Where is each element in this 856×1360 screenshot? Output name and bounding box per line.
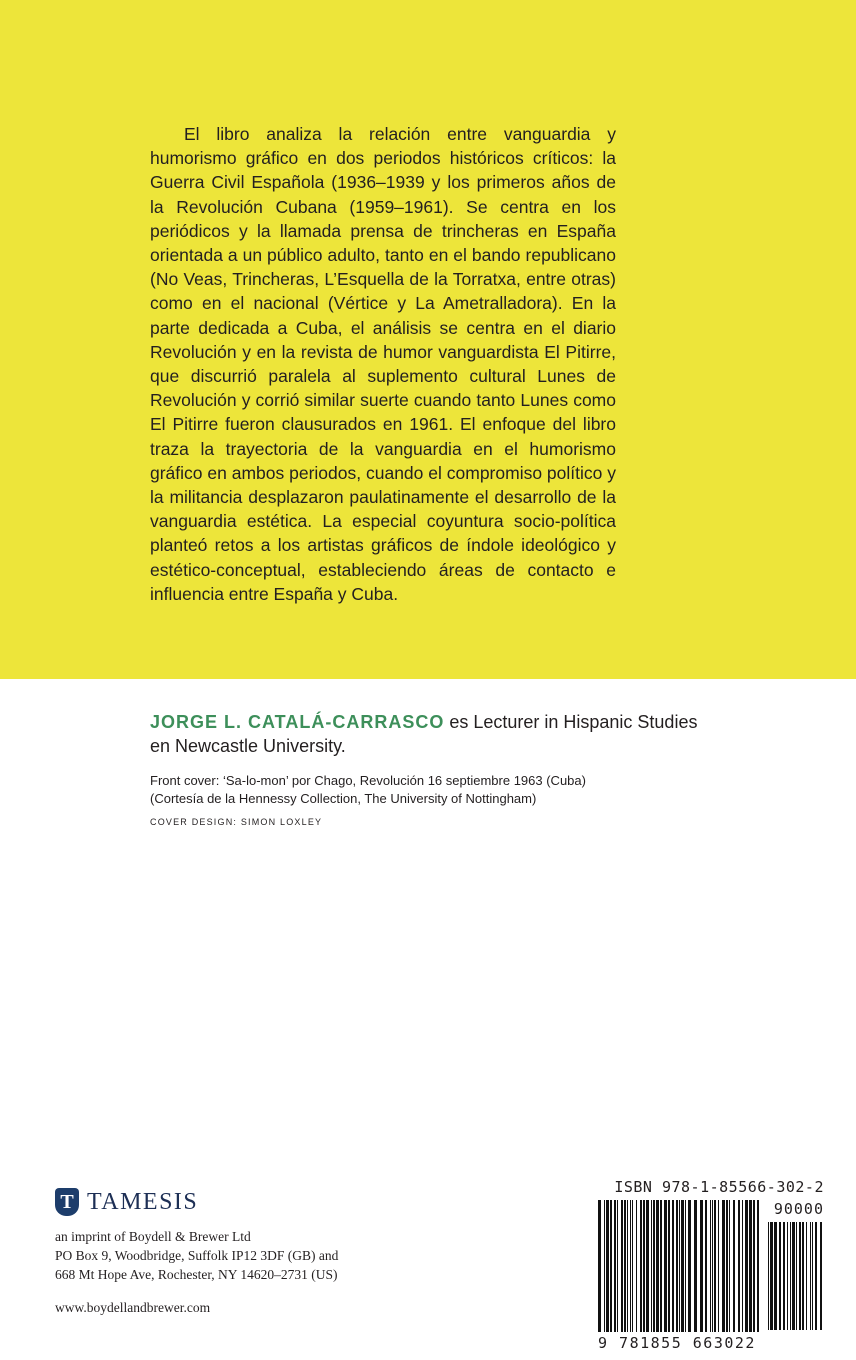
barcode-bar (745, 1200, 748, 1332)
barcode-bar (621, 1200, 623, 1332)
barcode-bar (681, 1200, 684, 1332)
isbn-label: ISBN 978-1-85566-302-2 (614, 1178, 824, 1196)
publisher-website: www.boydellandbrewer.com (55, 1299, 211, 1315)
barcode-bar (722, 1200, 725, 1332)
barcode-bar (802, 1222, 804, 1330)
barcode-bar (617, 1200, 618, 1332)
barcode-bar (753, 1200, 755, 1332)
cover-design-credit: COVER DESIGN: SIMON LOXLEY (150, 817, 323, 827)
barcode-block (598, 1178, 824, 1352)
barcode-bar (757, 1200, 759, 1332)
barcode-bar (606, 1200, 609, 1332)
barcode-bar (640, 1200, 642, 1332)
author-name: JORGE L. CATALÁ-CARRASCO (150, 712, 445, 732)
tamesis-logo-icon: T (55, 1188, 79, 1216)
barcode-bar (632, 1200, 633, 1332)
book-description: El libro analiza la relación entre vanguardia y humorismo gráfico en dos periodos históricos críticos: la Guerra Civil Española (1936–1939 y los primeros años de la Revolución Cubana (1959–1961). Se centra en los periódicos y la llamada prensa de trincheras en España orientada a un público adulto, tanto en el bando republicano (No Veas, Trincheras, L’Esquella de la Torratxa, entre otras) como en el nacional (Vértice y La Ametralladora). En la parte dedicada a Cuba, el análisis se centra en el diario Revolución y en la revista de humor vanguardista El Pitirre, que discurrió paralela al suplemento cultural Lunes de Revolución y corrió similar suerte cuando tanto Lunes como El Pitirre fueron clausurados en 1961. El enfoque del libro traza la trayectoria de la vanguardia en el humorismo gráfico en ambos periodos, cuando el compromiso político y la militancia desplazaron paulatinamente el desarrollo de la vanguardia estética. La especial coyuntura socio-política planteó retos a los artistas gráficos de índole ideológico y estético-conceptual, estableciendo áreas de contacto e influencia entre España y Cuba. (150, 124, 616, 604)
barcode-bar (624, 1200, 626, 1332)
publisher-address-us: 668 Mt Hope Ave, Rochester, NY 14620–2731 (US) (55, 1267, 338, 1283)
barcode-bar (664, 1200, 667, 1332)
barcode-digits: 9 781855 663022 (598, 1334, 756, 1352)
front-cover-credit-line1: Front cover: ‘Sa-lo-mon’ por Chago, Revolución 16 septiembre 1963 (Cuba) (150, 773, 586, 788)
barcode-bar (792, 1222, 795, 1330)
barcode-bar (660, 1200, 662, 1332)
barcode-bar (774, 1222, 777, 1330)
barcode-bar (726, 1200, 728, 1332)
barcode-bar (676, 1200, 678, 1332)
barcode-bar (598, 1200, 601, 1332)
barcode-bar (768, 1222, 769, 1330)
barcode-bar (749, 1200, 752, 1332)
publisher-address (55, 1227, 475, 1285)
front-cover-credit (150, 772, 750, 808)
barcode-bar (636, 1200, 637, 1332)
publisher-address-gb: PO Box 9, Woodbridge, Suffolk IP12 3DF (GB) and (55, 1248, 339, 1264)
barcode (598, 1200, 824, 1332)
barcode-bar (630, 1200, 631, 1332)
barcode-bar (700, 1200, 703, 1332)
barcode-bar (656, 1200, 659, 1332)
barcode-bar (646, 1200, 649, 1332)
barcode-bar (685, 1200, 686, 1332)
barcode-bar (787, 1222, 788, 1330)
front-cover-credit-line2: (Cortesía de la Hennessy Collection, The University of Nottingham) (150, 791, 537, 806)
barcode-bar (614, 1200, 616, 1332)
barcode-bar (779, 1222, 781, 1330)
barcode-bar (643, 1200, 645, 1332)
publisher-block (55, 1186, 475, 1316)
publisher-logo (55, 1186, 475, 1218)
barcode-bar (812, 1222, 813, 1330)
barcode-addon-bars (768, 1222, 824, 1330)
barcode-bar (810, 1222, 811, 1330)
barcode-bar (796, 1222, 797, 1330)
barcode-bar (651, 1200, 652, 1332)
barcode-bar (668, 1200, 670, 1332)
barcode-bar (710, 1200, 711, 1332)
barcode-bar (610, 1200, 612, 1332)
publisher-imprint: an imprint of Boydell & Brewer Ltd (55, 1229, 251, 1244)
barcode-bar (714, 1200, 716, 1332)
barcode-bar (672, 1200, 674, 1332)
barcode-bar (738, 1200, 740, 1332)
barcode-bar (733, 1200, 735, 1332)
author-bio (150, 710, 710, 758)
barcode-bar (742, 1200, 743, 1332)
barcode-main-bars (598, 1200, 760, 1332)
author-bio-text: es Lecturer in Hispanic Studies en Newcastle University. (150, 712, 698, 756)
publisher-name: TAMESIS (87, 1188, 199, 1215)
barcode-bar (783, 1222, 785, 1330)
barcode-bar (705, 1200, 707, 1332)
barcode-bar (679, 1200, 680, 1332)
barcode-bar (790, 1222, 791, 1330)
barcode-bar (694, 1200, 697, 1332)
barcode-bar (806, 1222, 807, 1330)
barcode-bar (653, 1200, 655, 1332)
barcode-bar (820, 1222, 822, 1330)
barcode-bar (729, 1200, 730, 1332)
barcode-bar (770, 1222, 773, 1330)
barcode-bar (815, 1222, 817, 1330)
barcode-bar (604, 1200, 605, 1332)
barcode-bar (627, 1200, 628, 1332)
price-code: 90000 (773, 1200, 824, 1218)
barcode-bar (712, 1200, 713, 1332)
barcode-bar (799, 1222, 801, 1330)
barcode-bar (718, 1200, 719, 1332)
barcode-bar (688, 1200, 691, 1332)
